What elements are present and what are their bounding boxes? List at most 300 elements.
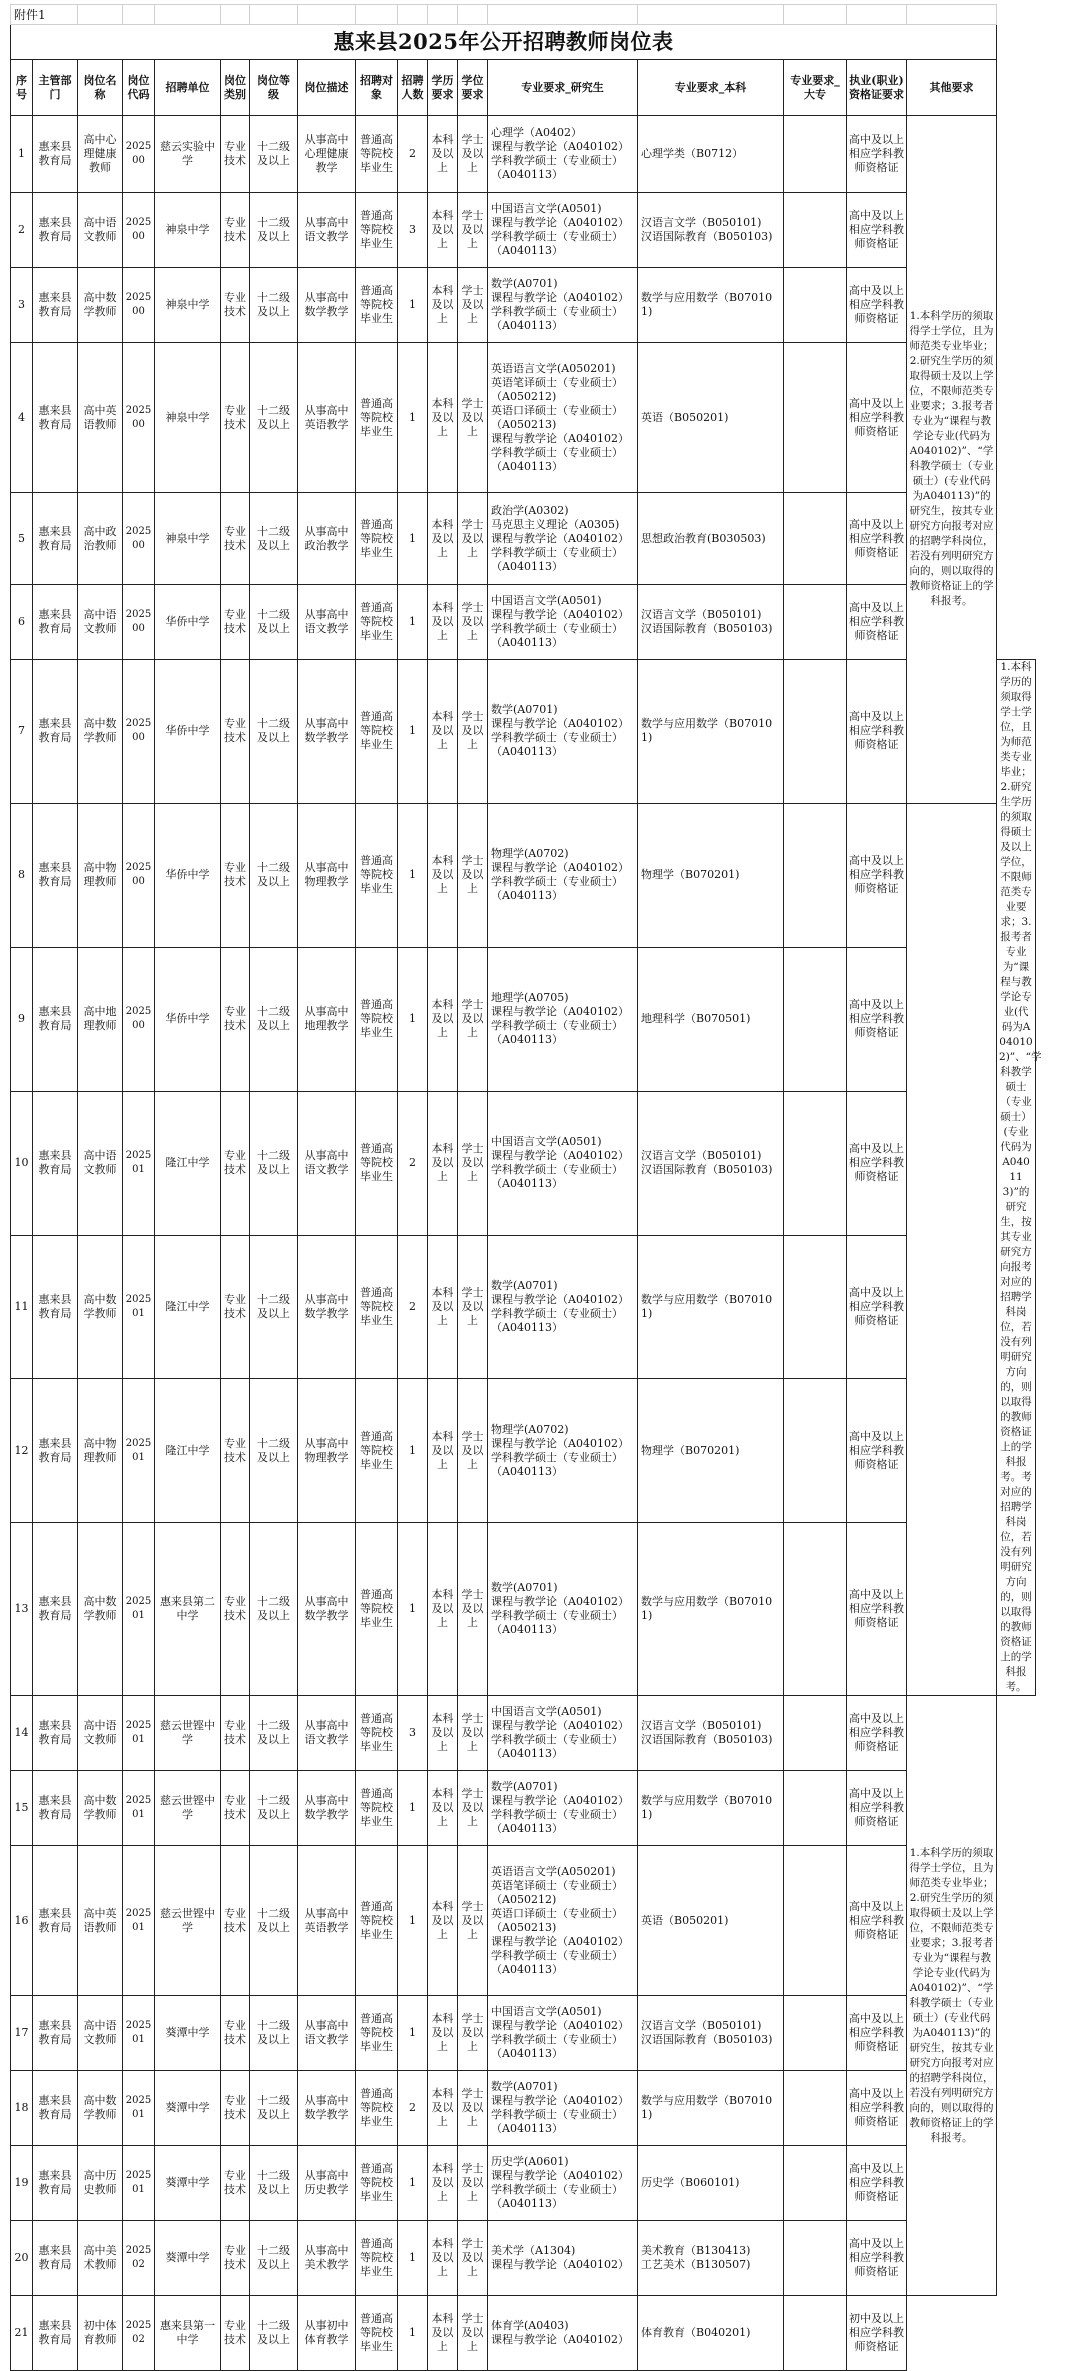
other-requirements-cell: 1.本科学历的须取得学士学位，且为师范类专业毕业；2.研究生学历的须取得硕士及以上学位，不限师范类专业要求；3.报考者专业为“课程与教学论专业(代码为A040102)”、“学科教学硕士（专业硕士）(专业代码为A040113)”的研究生，按其专业研究方向报考对应的招聘学科岗位，若没有列明研究方向的，则以取得的教师资格证上的学科报考。考对应的招聘学科岗位，若没有列明研究方向的，则以取得的教师资格证上的学科报考。 xyxy=(997,660,1036,1696)
degree-req-cell: 学士及以上 xyxy=(458,268,488,343)
department-cell: 惠来县教育局 xyxy=(33,947,78,1091)
degree-req-cell: 学士及以上 xyxy=(458,2071,488,2146)
certificate-req-cell: 高中及以上相应学科教师资格证 xyxy=(847,660,907,804)
row-number-cell: 1 xyxy=(11,116,33,193)
grad-major-cell xyxy=(488,1846,638,1996)
post-level-cell: 十二级及以上 xyxy=(250,1523,298,1696)
post-code-cell: 202501 xyxy=(123,2071,155,2146)
grad-major-item: 课程与教学论（A040102） xyxy=(491,1436,629,1450)
department-cell: 惠来县教育局 xyxy=(33,2146,78,2221)
table-row xyxy=(11,268,1036,343)
hiring-unit-cell: 神泉中学 xyxy=(155,343,221,493)
table-row xyxy=(11,1523,1036,1696)
recruit-count-cell: 1 xyxy=(398,1996,428,2071)
certificate-req-cell: 高中及以上相应学科教师资格证 xyxy=(847,2071,907,2146)
hiring-unit-cell: 慈云世铿中学 xyxy=(155,1846,221,1996)
grad-major-cell xyxy=(488,1523,638,1696)
grad-major-item: 学科教学硕士（专业硕士）（A040113） xyxy=(491,1808,624,1835)
recruit-target-cell: 普通高等院校毕业生 xyxy=(356,803,398,947)
undergrad-major-item: 历史学（B060101) xyxy=(641,2176,740,2189)
post-level-cell: 十二级及以上 xyxy=(250,947,298,1091)
header-cell: 岗位代码 xyxy=(123,60,155,116)
post-category-cell: 专业技术 xyxy=(221,2221,250,2296)
post-level-cell: 十二级及以上 xyxy=(250,193,298,268)
post-code-cell: 202501 xyxy=(123,2146,155,2221)
college-major-cell xyxy=(784,116,847,193)
grad-major-item: 学科教学硕士（专业硕士）（A040113） xyxy=(491,305,624,332)
grad-major-item: 学科教学硕士（专业硕士）（A040113） xyxy=(491,1306,624,1334)
post-description-cell: 从事高中心理健康教学 xyxy=(298,116,356,193)
grad-major-item: 学科教学硕士（专业硕士）（A040113） xyxy=(491,1948,624,1976)
post-code-cell: 202501 xyxy=(123,1771,155,1846)
grad-major-item: 课程与教学论（A040102） xyxy=(491,140,629,153)
grad-major-item: 地理学(A0705) xyxy=(491,991,569,1005)
header-cell: 专业要求_研究生 xyxy=(488,60,638,116)
undergrad-major-item: 数学与应用数学（B070101) xyxy=(641,717,773,745)
grad-major-item: 体育学(A0403) xyxy=(491,2319,569,2332)
college-major-cell xyxy=(784,343,847,493)
table-row xyxy=(11,2221,1036,2296)
education-req-cell: 本科及以上 xyxy=(428,2146,458,2221)
education-req-cell: 本科及以上 xyxy=(428,2071,458,2146)
undergrad-major-item: 汉语国际教育（B050103) xyxy=(641,622,773,635)
post-name-cell: 高中物理教师 xyxy=(78,1379,123,1523)
row-number-cell: 14 xyxy=(11,1696,33,1771)
education-req-cell: 本科及以上 xyxy=(428,116,458,193)
grad-major-item: 学科教学硕士（专业硕士）（A040113） xyxy=(491,1733,624,1760)
post-name-cell: 高中数学教师 xyxy=(78,660,123,804)
undergrad-major-item: 汉语言文学（B050101) xyxy=(641,608,762,621)
grad-major-item: 英语口译硕士（专业硕士）（A050213) xyxy=(491,403,624,431)
grad-major-item: 历史学(A0601) xyxy=(491,2155,569,2168)
post-category-cell: 专业技术 xyxy=(221,585,250,660)
row-number-cell: 4 xyxy=(11,343,33,493)
grad-major-item: 课程与教学论（A040102） xyxy=(491,608,629,621)
grad-major-item: 课程与教学论（A040102） xyxy=(491,1595,629,1609)
education-req-cell: 本科及以上 xyxy=(428,1379,458,1523)
header-cell: 岗位描述 xyxy=(298,60,356,116)
post-level-cell: 十二级及以上 xyxy=(250,2071,298,2146)
department-cell: 惠来县教育局 xyxy=(33,493,78,585)
post-level-cell: 十二级及以上 xyxy=(250,2221,298,2296)
grad-major-item: 学科教学硕士（专业硕士）（A040113） xyxy=(491,1019,624,1047)
post-level-cell: 十二级及以上 xyxy=(250,2146,298,2221)
grad-major-item: 课程与教学论（A040102） xyxy=(491,717,629,731)
hiring-unit-cell: 神泉中学 xyxy=(155,193,221,268)
recruit-target-cell: 普通高等院校毕业生 xyxy=(356,1379,398,1523)
post-name-cell: 高中语文教师 xyxy=(78,1091,123,1235)
undergrad-major-cell xyxy=(638,1996,784,2071)
grad-major-item: 英语语言文学(A050201) xyxy=(491,1864,616,1878)
grad-major-item: 课程与教学论（A040102） xyxy=(491,431,629,445)
degree-req-cell: 学士及以上 xyxy=(458,116,488,193)
post-level-cell: 十二级及以上 xyxy=(250,1996,298,2071)
post-level-cell: 十二级及以上 xyxy=(250,116,298,193)
row-number-cell: 7 xyxy=(11,660,33,804)
college-major-cell xyxy=(784,585,847,660)
table-row xyxy=(11,1235,1036,1379)
grad-major-item: 中国语言文学(A0501) xyxy=(491,2005,602,2018)
degree-req-cell: 学士及以上 xyxy=(458,1771,488,1846)
post-category-cell: 专业技术 xyxy=(221,2071,250,2146)
degree-req-cell: 学士及以上 xyxy=(458,660,488,804)
recruit-count-cell: 2 xyxy=(398,1091,428,1235)
recruit-target-cell: 普通高等院校毕业生 xyxy=(356,268,398,343)
education-req-cell: 本科及以上 xyxy=(428,2221,458,2296)
recruit-target-cell: 普通高等院校毕业生 xyxy=(356,116,398,193)
header-cell: 招聘单位 xyxy=(155,60,221,116)
grad-major-item: 学科教学硕士（专业硕士）（A040113） xyxy=(491,2033,624,2060)
education-req-cell: 本科及以上 xyxy=(428,803,458,947)
undergrad-major-cell xyxy=(638,1771,784,1846)
post-code-cell: 202500 xyxy=(123,803,155,947)
post-code-cell: 202500 xyxy=(123,947,155,1091)
post-name-cell: 高中数学教师 xyxy=(78,2071,123,2146)
education-req-cell: 本科及以上 xyxy=(428,2296,458,2371)
post-description-cell: 从事高中语文教学 xyxy=(298,1696,356,1771)
certificate-req-cell: 高中及以上相应学科教师资格证 xyxy=(847,1771,907,1846)
recruit-target-cell: 普通高等院校毕业生 xyxy=(356,2146,398,2221)
row-number-cell: 6 xyxy=(11,585,33,660)
recruit-count-cell: 1 xyxy=(398,660,428,804)
row-number-cell: 16 xyxy=(11,1846,33,1996)
post-code-cell: 202501 xyxy=(123,1846,155,1996)
undergrad-major-item: 数学与应用数学（B070101) xyxy=(641,1595,773,1623)
department-cell: 惠来县教育局 xyxy=(33,2296,78,2371)
post-category-cell: 专业技术 xyxy=(221,193,250,268)
department-cell: 惠来县教育局 xyxy=(33,1996,78,2071)
recruit-count-cell: 1 xyxy=(398,1771,428,1846)
recruit-count-cell: 1 xyxy=(398,585,428,660)
other-requirements-cell: 1.本科学历的须取得学士学位，且为师范类专业毕业；2.研究生学历的须取得硕士及以上学位，不限师范类专业要求；3.报考者专业为“课程与教学论专业(代码为A040102)”、“学科教学硕士（专业硕士）(专业代码为A040113)”的研究生，按其专业研究方向报考对应的招聘学科岗位，若没有列明研究方向的，则以取得的教师资格证上的学科报考。 xyxy=(907,116,997,804)
grad-major-item: 课程与教学论（A040102） xyxy=(491,1005,629,1019)
grad-major-cell xyxy=(488,493,638,585)
post-level-cell: 十二级及以上 xyxy=(250,1235,298,1379)
education-req-cell: 本科及以上 xyxy=(428,1523,458,1696)
post-description-cell: 从事高中英语教学 xyxy=(298,1846,356,1996)
college-major-cell xyxy=(784,493,847,585)
post-level-cell: 十二级及以上 xyxy=(250,2296,298,2371)
certificate-req-cell: 高中及以上相应学科教师资格证 xyxy=(847,193,907,268)
grad-major-item: 学科教学硕士（专业硕士）（A040113） xyxy=(491,731,624,759)
recruit-target-cell: 普通高等院校毕业生 xyxy=(356,1523,398,1696)
undergrad-major-cell xyxy=(638,1696,784,1771)
post-level-cell: 十二级及以上 xyxy=(250,1846,298,1996)
header-row xyxy=(11,60,1036,116)
table-row xyxy=(11,2296,1036,2371)
post-code-cell: 202500 xyxy=(123,268,155,343)
recruit-count-cell: 1 xyxy=(398,1379,428,1523)
grad-major-cell xyxy=(488,1696,638,1771)
post-description-cell: 从事高中数学教学 xyxy=(298,268,356,343)
grad-major-item: 政治学(A0302) xyxy=(491,503,569,517)
post-level-cell: 十二级及以上 xyxy=(250,660,298,804)
grad-major-item: 学科教学硕士（专业硕士）（A040113） xyxy=(491,622,624,649)
post-name-cell: 高中语文教师 xyxy=(78,1996,123,2071)
grad-major-item: 英语笔译硕士（专业硕士）（A050212) xyxy=(491,1878,624,1906)
post-code-cell: 202500 xyxy=(123,116,155,193)
recruit-count-cell: 1 xyxy=(398,343,428,493)
table-row xyxy=(11,1091,1036,1235)
row-number-cell: 11 xyxy=(11,1235,33,1379)
grad-major-item: 美术学（A1304) xyxy=(491,2244,576,2257)
post-code-cell: 202501 xyxy=(123,1523,155,1696)
grad-major-item: 数学(A0701) xyxy=(491,277,558,290)
undergrad-major-cell xyxy=(638,2071,784,2146)
education-req-cell: 本科及以上 xyxy=(428,947,458,1091)
hiring-unit-cell: 华侨中学 xyxy=(155,947,221,1091)
grad-major-item: 课程与教学论（A040102） xyxy=(491,531,629,545)
grad-major-cell xyxy=(488,343,638,493)
certificate-req-cell: 高中及以上相应学科教师资格证 xyxy=(847,493,907,585)
post-level-cell: 十二级及以上 xyxy=(250,493,298,585)
post-category-cell: 专业技术 xyxy=(221,1771,250,1846)
grad-major-item: 物理学(A0702) xyxy=(491,847,569,861)
row-number-cell: 3 xyxy=(11,268,33,343)
grad-major-cell xyxy=(488,803,638,947)
post-category-cell: 专业技术 xyxy=(221,1846,250,1996)
grad-major-item: 中国语言文学(A0501) xyxy=(491,1705,602,1718)
undergrad-major-cell xyxy=(638,2296,784,2371)
table-row xyxy=(11,193,1036,268)
undergrad-major-item: 汉语言文学（B050101) xyxy=(641,1719,762,1732)
undergrad-major-cell xyxy=(638,1379,784,1523)
post-code-cell: 202501 xyxy=(123,1996,155,2071)
undergrad-major-item: 英语（B050201) xyxy=(641,410,729,424)
hiring-unit-cell: 惠来县第一中学 xyxy=(155,2296,221,2371)
header-cell: 专业要求_大专 xyxy=(784,60,847,116)
undergrad-major-item: 数学与应用数学（B070101) xyxy=(641,1794,773,1821)
post-category-cell: 专业技术 xyxy=(221,116,250,193)
post-level-cell: 十二级及以上 xyxy=(250,1771,298,1846)
post-name-cell: 高中数学教师 xyxy=(78,1235,123,1379)
department-cell: 惠来县教育局 xyxy=(33,2221,78,2296)
grad-major-item: 学科教学硕士（专业硕士）（A040113） xyxy=(491,1609,624,1637)
grad-major-item: 课程与教学论（A040102） xyxy=(491,291,629,304)
certificate-req-cell: 高中及以上相应学科教师资格证 xyxy=(847,2221,907,2296)
recruit-target-cell: 普通高等院校毕业生 xyxy=(356,1996,398,2071)
undergrad-major-item: 汉语国际教育（B050103) xyxy=(641,1163,773,1177)
post-level-cell: 十二级及以上 xyxy=(250,268,298,343)
grad-major-cell xyxy=(488,1379,638,1523)
header-cell: 招聘人数 xyxy=(398,60,428,116)
recruit-target-cell: 普通高等院校毕业生 xyxy=(356,660,398,804)
certificate-req-cell: 高中及以上相应学科教师资格证 xyxy=(847,1379,907,1523)
row-number-cell: 8 xyxy=(11,803,33,947)
hiring-unit-cell: 隆江中学 xyxy=(155,1379,221,1523)
undergrad-major-cell xyxy=(638,2146,784,2221)
row-number-cell: 21 xyxy=(11,2296,33,2371)
post-description-cell: 从事高中语文教学 xyxy=(298,193,356,268)
college-major-cell xyxy=(784,1696,847,1771)
post-category-cell: 专业技术 xyxy=(221,493,250,585)
college-major-cell xyxy=(784,2221,847,2296)
grad-major-cell xyxy=(488,947,638,1091)
hiring-unit-cell: 葵潭中学 xyxy=(155,2221,221,2296)
recruit-target-cell: 普通高等院校毕业生 xyxy=(356,1771,398,1846)
table-row xyxy=(11,2146,1036,2221)
grad-major-item: 学科教学硕士（专业硕士）（A040113） xyxy=(491,230,624,257)
post-category-cell: 专业技术 xyxy=(221,1696,250,1771)
degree-req-cell: 学士及以上 xyxy=(458,1696,488,1771)
post-name-cell: 高中地理教师 xyxy=(78,947,123,1091)
grad-major-item: 课程与教学论（A040102） xyxy=(491,1719,629,1732)
undergrad-major-item: 汉语国际教育（B050103) xyxy=(641,230,773,243)
row-number-cell: 10 xyxy=(11,1091,33,1235)
post-code-cell: 202500 xyxy=(123,193,155,268)
undergrad-major-cell xyxy=(638,2221,784,2296)
undergrad-major-item: 汉语国际教育（B050103) xyxy=(641,2033,773,2046)
recruit-target-cell: 普通高等院校毕业生 xyxy=(356,2296,398,2371)
grad-major-item: 课程与教学论（A040102） xyxy=(491,2333,629,2346)
row-number-cell: 13 xyxy=(11,1523,33,1696)
post-level-cell: 十二级及以上 xyxy=(250,1379,298,1523)
post-description-cell: 从事高中数学教学 xyxy=(298,1771,356,1846)
post-category-cell: 专业技术 xyxy=(221,1235,250,1379)
post-category-cell: 专业技术 xyxy=(221,2296,250,2371)
grad-major-item: 数学(A0701) xyxy=(491,1780,558,1793)
grad-major-cell xyxy=(488,585,638,660)
education-req-cell: 本科及以上 xyxy=(428,493,458,585)
degree-req-cell: 学士及以上 xyxy=(458,2296,488,2371)
degree-req-cell: 学士及以上 xyxy=(458,1846,488,1996)
department-cell: 惠来县教育局 xyxy=(33,116,78,193)
table-row xyxy=(11,1696,1036,1771)
table-row xyxy=(11,1379,1036,1523)
hiring-unit-cell: 慈云世铿中学 xyxy=(155,1771,221,1846)
post-name-cell: 高中历史教师 xyxy=(78,2146,123,2221)
post-name-cell: 高中语文教师 xyxy=(78,585,123,660)
education-req-cell: 本科及以上 xyxy=(428,1846,458,1996)
header-cell: 序号 xyxy=(11,60,33,116)
college-major-cell xyxy=(784,2146,847,2221)
degree-req-cell: 学士及以上 xyxy=(458,1523,488,1696)
undergrad-major-item: 英语（B050201) xyxy=(641,1913,729,1927)
post-name-cell: 高中英语教师 xyxy=(78,1846,123,1996)
degree-req-cell: 学士及以上 xyxy=(458,947,488,1091)
undergrad-major-item: 数学与应用数学（B070101) xyxy=(641,2094,773,2121)
post-name-cell: 高中心理健康教师 xyxy=(78,116,123,193)
education-req-cell: 本科及以上 xyxy=(428,1696,458,1771)
post-code-cell: 202501 xyxy=(123,1379,155,1523)
degree-req-cell: 学士及以上 xyxy=(458,1235,488,1379)
college-major-cell xyxy=(784,660,847,804)
degree-req-cell: 学士及以上 xyxy=(458,2146,488,2221)
post-code-cell: 202501 xyxy=(123,1091,155,1235)
undergrad-major-cell xyxy=(638,947,784,1091)
post-description-cell: 从事高中语文教学 xyxy=(298,1996,356,2071)
hiring-unit-cell: 慈云实验中学 xyxy=(155,116,221,193)
grad-major-item: 学科教学硕士（专业硕士）（A040113） xyxy=(491,445,624,473)
row-number-cell: 19 xyxy=(11,2146,33,2221)
degree-req-cell: 学士及以上 xyxy=(458,493,488,585)
grad-major-item: 课程与教学论（A040102） xyxy=(491,1794,629,1807)
education-req-cell: 本科及以上 xyxy=(428,1771,458,1846)
college-major-cell xyxy=(784,1091,847,1235)
post-description-cell: 从事高中英语教学 xyxy=(298,343,356,493)
table-row xyxy=(11,1996,1036,2071)
header-cell: 岗位名称 xyxy=(78,60,123,116)
table-row xyxy=(11,116,1036,193)
post-name-cell: 高中语文教师 xyxy=(78,193,123,268)
education-req-cell: 本科及以上 xyxy=(428,268,458,343)
recruit-count-cell: 1 xyxy=(398,493,428,585)
post-category-cell: 专业技术 xyxy=(221,343,250,493)
recruit-target-cell: 普通高等院校毕业生 xyxy=(356,1235,398,1379)
degree-req-cell: 学士及以上 xyxy=(458,2221,488,2296)
recruit-target-cell: 普通高等院校毕业生 xyxy=(356,2221,398,2296)
header-cell: 岗位等级 xyxy=(250,60,298,116)
post-level-cell: 十二级及以上 xyxy=(250,803,298,947)
department-cell: 惠来县教育局 xyxy=(33,343,78,493)
undergrad-major-cell xyxy=(638,1846,784,1996)
certificate-req-cell: 高中及以上相应学科教师资格证 xyxy=(847,2146,907,2221)
post-name-cell: 高中数学教师 xyxy=(78,1523,123,1696)
degree-req-cell: 学士及以上 xyxy=(458,803,488,947)
education-req-cell: 本科及以上 xyxy=(428,193,458,268)
grad-major-item: 英语笔译硕士（专业硕士）（A050212) xyxy=(491,375,624,403)
post-level-cell: 十二级及以上 xyxy=(250,343,298,493)
attachment-label: 附件1 xyxy=(11,5,78,25)
recruit-count-cell: 1 xyxy=(398,2221,428,2296)
undergrad-major-cell xyxy=(638,660,784,804)
undergrad-major-cell xyxy=(638,268,784,343)
undergrad-major-item: 地理科学（B070501) xyxy=(641,1012,751,1026)
row-number-cell: 12 xyxy=(11,1379,33,1523)
grad-major-cell xyxy=(488,268,638,343)
undergrad-major-cell xyxy=(638,193,784,268)
post-description-cell: 从事高中物理教学 xyxy=(298,1379,356,1523)
certificate-req-cell: 高中及以上相应学科教师资格证 xyxy=(847,343,907,493)
post-category-cell: 专业技术 xyxy=(221,660,250,804)
table-row xyxy=(11,947,1036,1091)
college-major-cell xyxy=(784,2296,847,2371)
grad-major-item: 中国语言文学(A0501) xyxy=(491,202,602,215)
grad-major-item: 学科教学硕士（专业硕士）（A040113） xyxy=(491,2183,624,2210)
row-number-cell: 18 xyxy=(11,2071,33,2146)
degree-req-cell: 学士及以上 xyxy=(458,1379,488,1523)
header-cell: 专业要求_本科 xyxy=(638,60,784,116)
post-category-cell: 专业技术 xyxy=(221,1523,250,1696)
hiring-unit-cell: 葵潭中学 xyxy=(155,2146,221,2221)
certificate-req-cell: 高中及以上相应学科教师资格证 xyxy=(847,585,907,660)
education-req-cell: 本科及以上 xyxy=(428,1235,458,1379)
grad-major-item: 学科教学硕士（专业硕士）（A040113） xyxy=(491,1163,624,1191)
grad-major-item: 数学(A0701) xyxy=(491,1278,558,1292)
grad-major-cell xyxy=(488,193,638,268)
grad-major-cell xyxy=(488,2146,638,2221)
undergrad-major-item: 工艺美术（B130507) xyxy=(641,2258,751,2271)
hiring-unit-cell: 惠来县第二中学 xyxy=(155,1523,221,1696)
grad-major-cell xyxy=(488,660,638,804)
post-description-cell: 从事初中体育教学 xyxy=(298,2296,356,2371)
department-cell: 惠来县教育局 xyxy=(33,660,78,804)
degree-req-cell: 学士及以上 xyxy=(458,193,488,268)
grad-major-item: 课程与教学论（A040102） xyxy=(491,2169,629,2182)
post-description-cell: 从事高中地理教学 xyxy=(298,947,356,1091)
post-name-cell: 高中数学教师 xyxy=(78,1771,123,1846)
row-number-cell: 15 xyxy=(11,1771,33,1846)
post-name-cell: 高中英语教师 xyxy=(78,343,123,493)
grad-major-item: 中国语言文学(A0501) xyxy=(491,1135,602,1149)
education-req-cell: 本科及以上 xyxy=(428,1091,458,1235)
post-name-cell: 初中体育教师 xyxy=(78,2296,123,2371)
certificate-req-cell: 高中及以上相应学科教师资格证 xyxy=(847,116,907,193)
degree-req-cell: 学士及以上 xyxy=(458,1996,488,2071)
header-cell: 学历要求 xyxy=(428,60,458,116)
hiring-unit-cell: 华侨中学 xyxy=(155,660,221,804)
header-cell: 招聘对象 xyxy=(356,60,398,116)
